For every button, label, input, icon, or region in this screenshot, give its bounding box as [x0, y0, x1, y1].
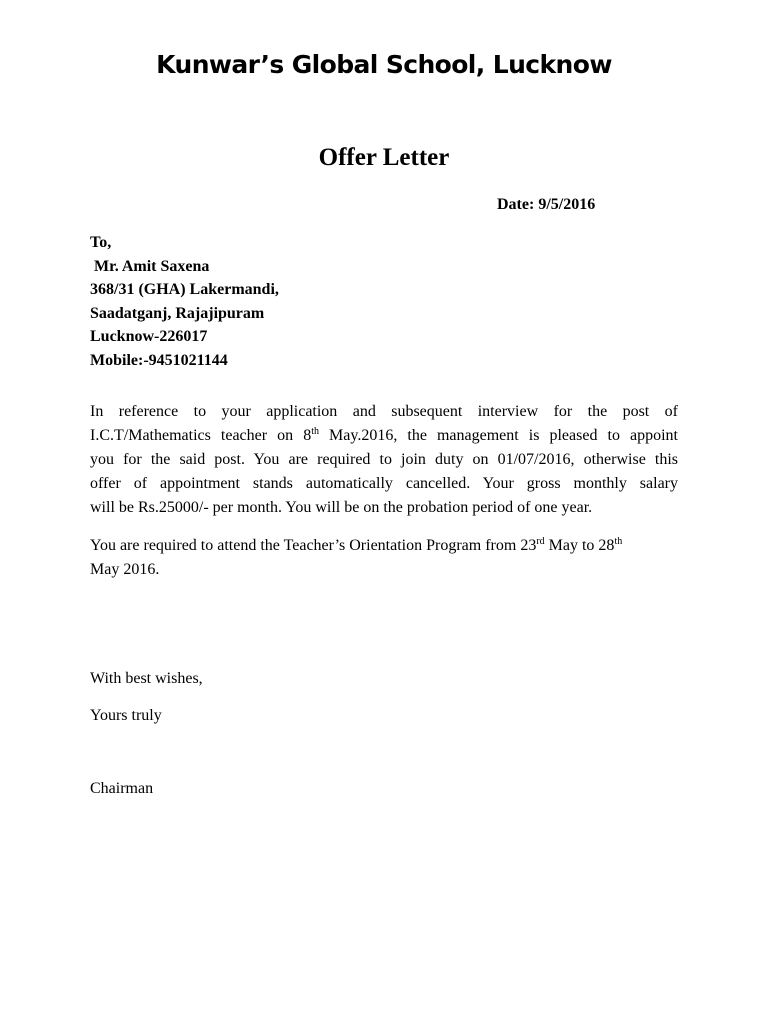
closing-wishes: With best wishes, [90, 670, 203, 687]
offer-line-1: In reference to your application and subsequent interview for the post of [90, 403, 678, 420]
orientation-paragraph [90, 534, 678, 582]
school-name: Kunwar’s Global School, Lucknow [156, 50, 612, 79]
address-salutation: To, [90, 234, 112, 251]
address-street: 368/31 (GHA) Lakermandi, [90, 281, 279, 298]
address-city: Lucknow-226017 [90, 328, 208, 345]
letter-date: Date: 9/5/2016 [497, 196, 596, 213]
letter-title: Offer Letter [318, 144, 450, 171]
offer-line-2-end: May.2016, the management is pleased to appoint [318, 427, 678, 444]
closing-yours: Yours truly [90, 707, 162, 724]
offer-line-3: you for the said post. You are required to join duty on 01/07/2016, otherwise this [90, 451, 678, 468]
address-mobile: Mobile:-9451021144 [90, 351, 228, 369]
recipient-name: Mr. Amit Saxena [94, 257, 210, 275]
ordinal-suffix: rd [536, 536, 545, 547]
offer-line-4: offer of appointment stands automatically cancelled. Your gross monthly salary [90, 475, 678, 492]
orientation-text-start: You are required to attend the Teacher’s Orientation Program from 23 [90, 537, 537, 554]
orientation-text-mid: May to 28 [544, 537, 615, 554]
signatory: Chairman [90, 780, 154, 797]
ordinal-suffix: th [614, 536, 623, 547]
address-area: Saadatganj, Rajajipuram [90, 304, 265, 322]
ordinal-suffix: th [311, 426, 319, 437]
offer-line-2 [90, 424, 678, 448]
offer-paragraph [90, 400, 678, 520]
orientation-line-1 [90, 534, 678, 558]
offer-line-5: will be Rs.25000/- per month. You will be on the probation period of one year. [90, 499, 593, 516]
offer-line-2-start: I.C.T/Mathematics teacher on 8 [90, 427, 312, 444]
recipient-address [90, 231, 279, 372]
orientation-line-2: May 2016. [90, 561, 160, 578]
